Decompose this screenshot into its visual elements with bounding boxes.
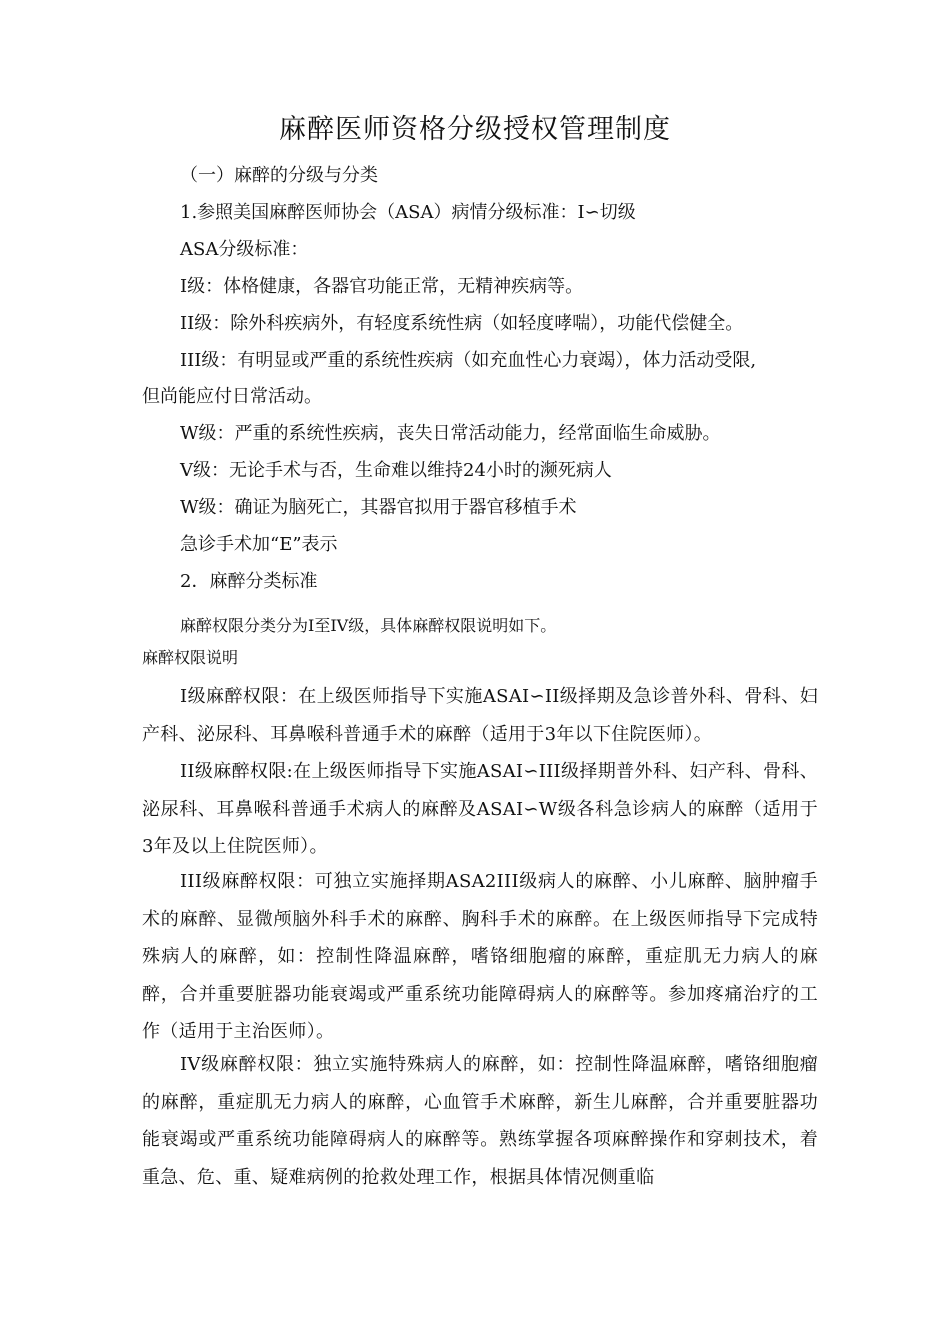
- asa-grade-6: W级：确证为脑死亡，其器官拟用于器官移植手术: [180, 497, 577, 518]
- document-title: 麻醉医师资格分级授权管理制度: [279, 114, 671, 145]
- asa-grade-2: II级：除外科疾病外，有轻度系统性病（如轻度哮喘），功能代偿健全。: [180, 313, 744, 334]
- asa-grade-3-continued: 但尚能应付日常活动。: [142, 386, 322, 407]
- authority-intro: 麻醉权限分类分为I至IV级，具体麻醉权限说明如下。: [180, 616, 557, 635]
- section-heading: （一）麻醉的分级与分类: [180, 165, 378, 186]
- asa-grade-5: V级：无论手术与否，生命难以维持24小时的濒死病人: [180, 460, 612, 481]
- asa-grade-3: III级：有明显或严重的系统性疾病（如充血性心力衰竭），体力活动受限,: [180, 350, 757, 371]
- asa-grade-4: W级：严重的系统性疾病，丧失日常活动能力，经常面临生命威胁。: [180, 423, 721, 444]
- list-item-2: 2．麻醉分类标准: [180, 571, 318, 592]
- authority-level-1: Ⅰ级麻醉权限：在上级医师指导下实施ASAI∽II级择期及急诊普外科、骨科、妇产科、泌尿科、耳鼻喉科普通手术的麻醉（适用于3年以下住院医师）。: [142, 686, 818, 745]
- asa-heading: ASA分级标准：: [180, 239, 309, 260]
- authority-level-2: II级麻醉权限:在上级医师指导下实施ASAI∽III级择期普外科、妇产科、骨科、泌尿科、耳鼻喉科普通手术病人的麻醉及ASAI∽W级各科急诊病人的麻醉（适用于3年及以上住院医师）。: [142, 761, 818, 857]
- authority-level-3: III级麻醉权限：可独立实施择期ASA2III级病人的麻醉、小儿麻醉、脑肿瘤手术的麻醉、显微颅脑外科手术的麻醉、胸科手术的麻醉。在上级医师指导下完成特殊病人的麻醉，如：控制性降温麻醉，嗜铬细胞瘤的麻醉，重症肌无力病人的麻醉，合并重要脏器功能衰竭或严重系统功能障碍病人的麻醉等。参加疼痛治疗的工作（适用于主治医师）。: [142, 871, 818, 1042]
- list-item-1: 1.参照美国麻醉医师协会（ASA）病情分级标准：I∽切级: [180, 202, 636, 223]
- emergency-note: 急诊手术加“E”表示: [180, 534, 338, 555]
- authority-heading: 麻醉权限说明: [142, 648, 239, 667]
- authority-level-4: IV级麻醉权限：独立实施特殊病人的麻醉，如：控制性降温麻醉，嗜铬细胞瘤的麻醉，重症肌无力病人的麻醉，心血管手术麻醉，新生儿麻醉，合并重要脏器功能衰竭或严重系统功能障碍病人的麻醉等。熟练掌握各项麻醉操作和穿刺技术，着重急、危、重、疑难病例的抢救处理工作，根据具体情况侧重临: [142, 1054, 818, 1188]
- asa-grade-1: Ⅰ级：体格健康，各器官功能正常，无精神疾病等。: [180, 276, 584, 297]
